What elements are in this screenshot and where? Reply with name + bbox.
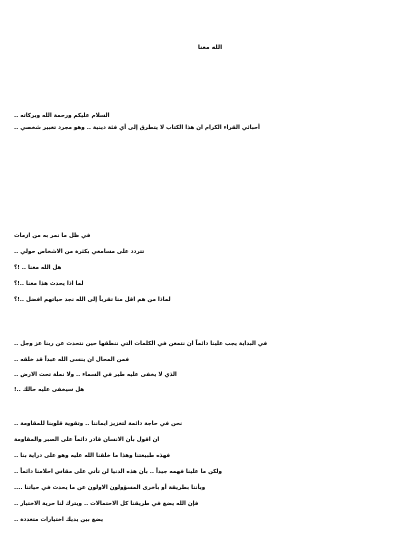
paragraph-line: ان اقول بأن الانسان قادر دائماً على الصبر والمقاومة [14, 437, 160, 443]
paragraph-line: فمن المحال ان ينسى الله عبداً قد خلقه .. [14, 357, 130, 363]
paragraph-line: ولكن ما علينا فهمه جيداً .. بأن هذه الدنيا لن تأتي على مقاس احلامنا دائماً .. [14, 469, 222, 475]
paragraph-line: نحن في حاجة دائمة لتعزيز ايماننا .. وتقوية قلوبنا للمقاومة .. [14, 421, 183, 427]
paragraph-line: تتردد على مسامعي بكثرة من الاشخاص حولي .. [14, 249, 145, 255]
paragraph-line: الذي لا يخفى عليه طير في السماء .. ولا نملة تحت الارض .. [14, 372, 177, 378]
paragraph-line: في البداية يجب علينا دائماً ان نتمعن في الكلمات التي ننطقها حين نتحدث عن ربنا عز وجل .. [14, 341, 268, 347]
paragraph-line: هل الله معنا .. !؟ [14, 265, 62, 271]
paragraph-line: هل سيخفى عليه حالك ..! [14, 387, 85, 393]
greeting-line: السلام عليكم ورحمة الله وبركاته .. [14, 113, 110, 119]
paragraph-line: لماذا من هم اقل منا تقرباً إلى الله نجد حياتهم افضل ..!؟ [14, 297, 171, 303]
paragraph-line: لما اذا يحدث هذا معنا ..!؟ [14, 281, 84, 287]
paragraph-line: وبأننا بطريقة أو بأخرى المسؤولون الاولون عن ما يحدث في حياتنا .... [14, 485, 206, 491]
paragraph-line: فإن الله يضع في طريقنا كل الاحتمالات .. ويترك لنا حرية الاختيار .. [14, 501, 199, 507]
paragraph-line: يضع بين يديك اختيارات متعددة .. [14, 517, 104, 523]
intro-line: أحبائي القراء الكرام ان هذا الكتاب لا يتطرق إلى أي فئة دينية .. وهو مجرد تعبير شخصي .. [14, 125, 260, 131]
paragraph-line: في ظل ما نمر به من ازمات [14, 233, 91, 239]
paragraph-line: فهذه طبيعتنا وهذا ما خلقنا الله عليه وهو على دراية بنا .. [14, 453, 171, 459]
page-title: الله معنا [197, 44, 223, 51]
